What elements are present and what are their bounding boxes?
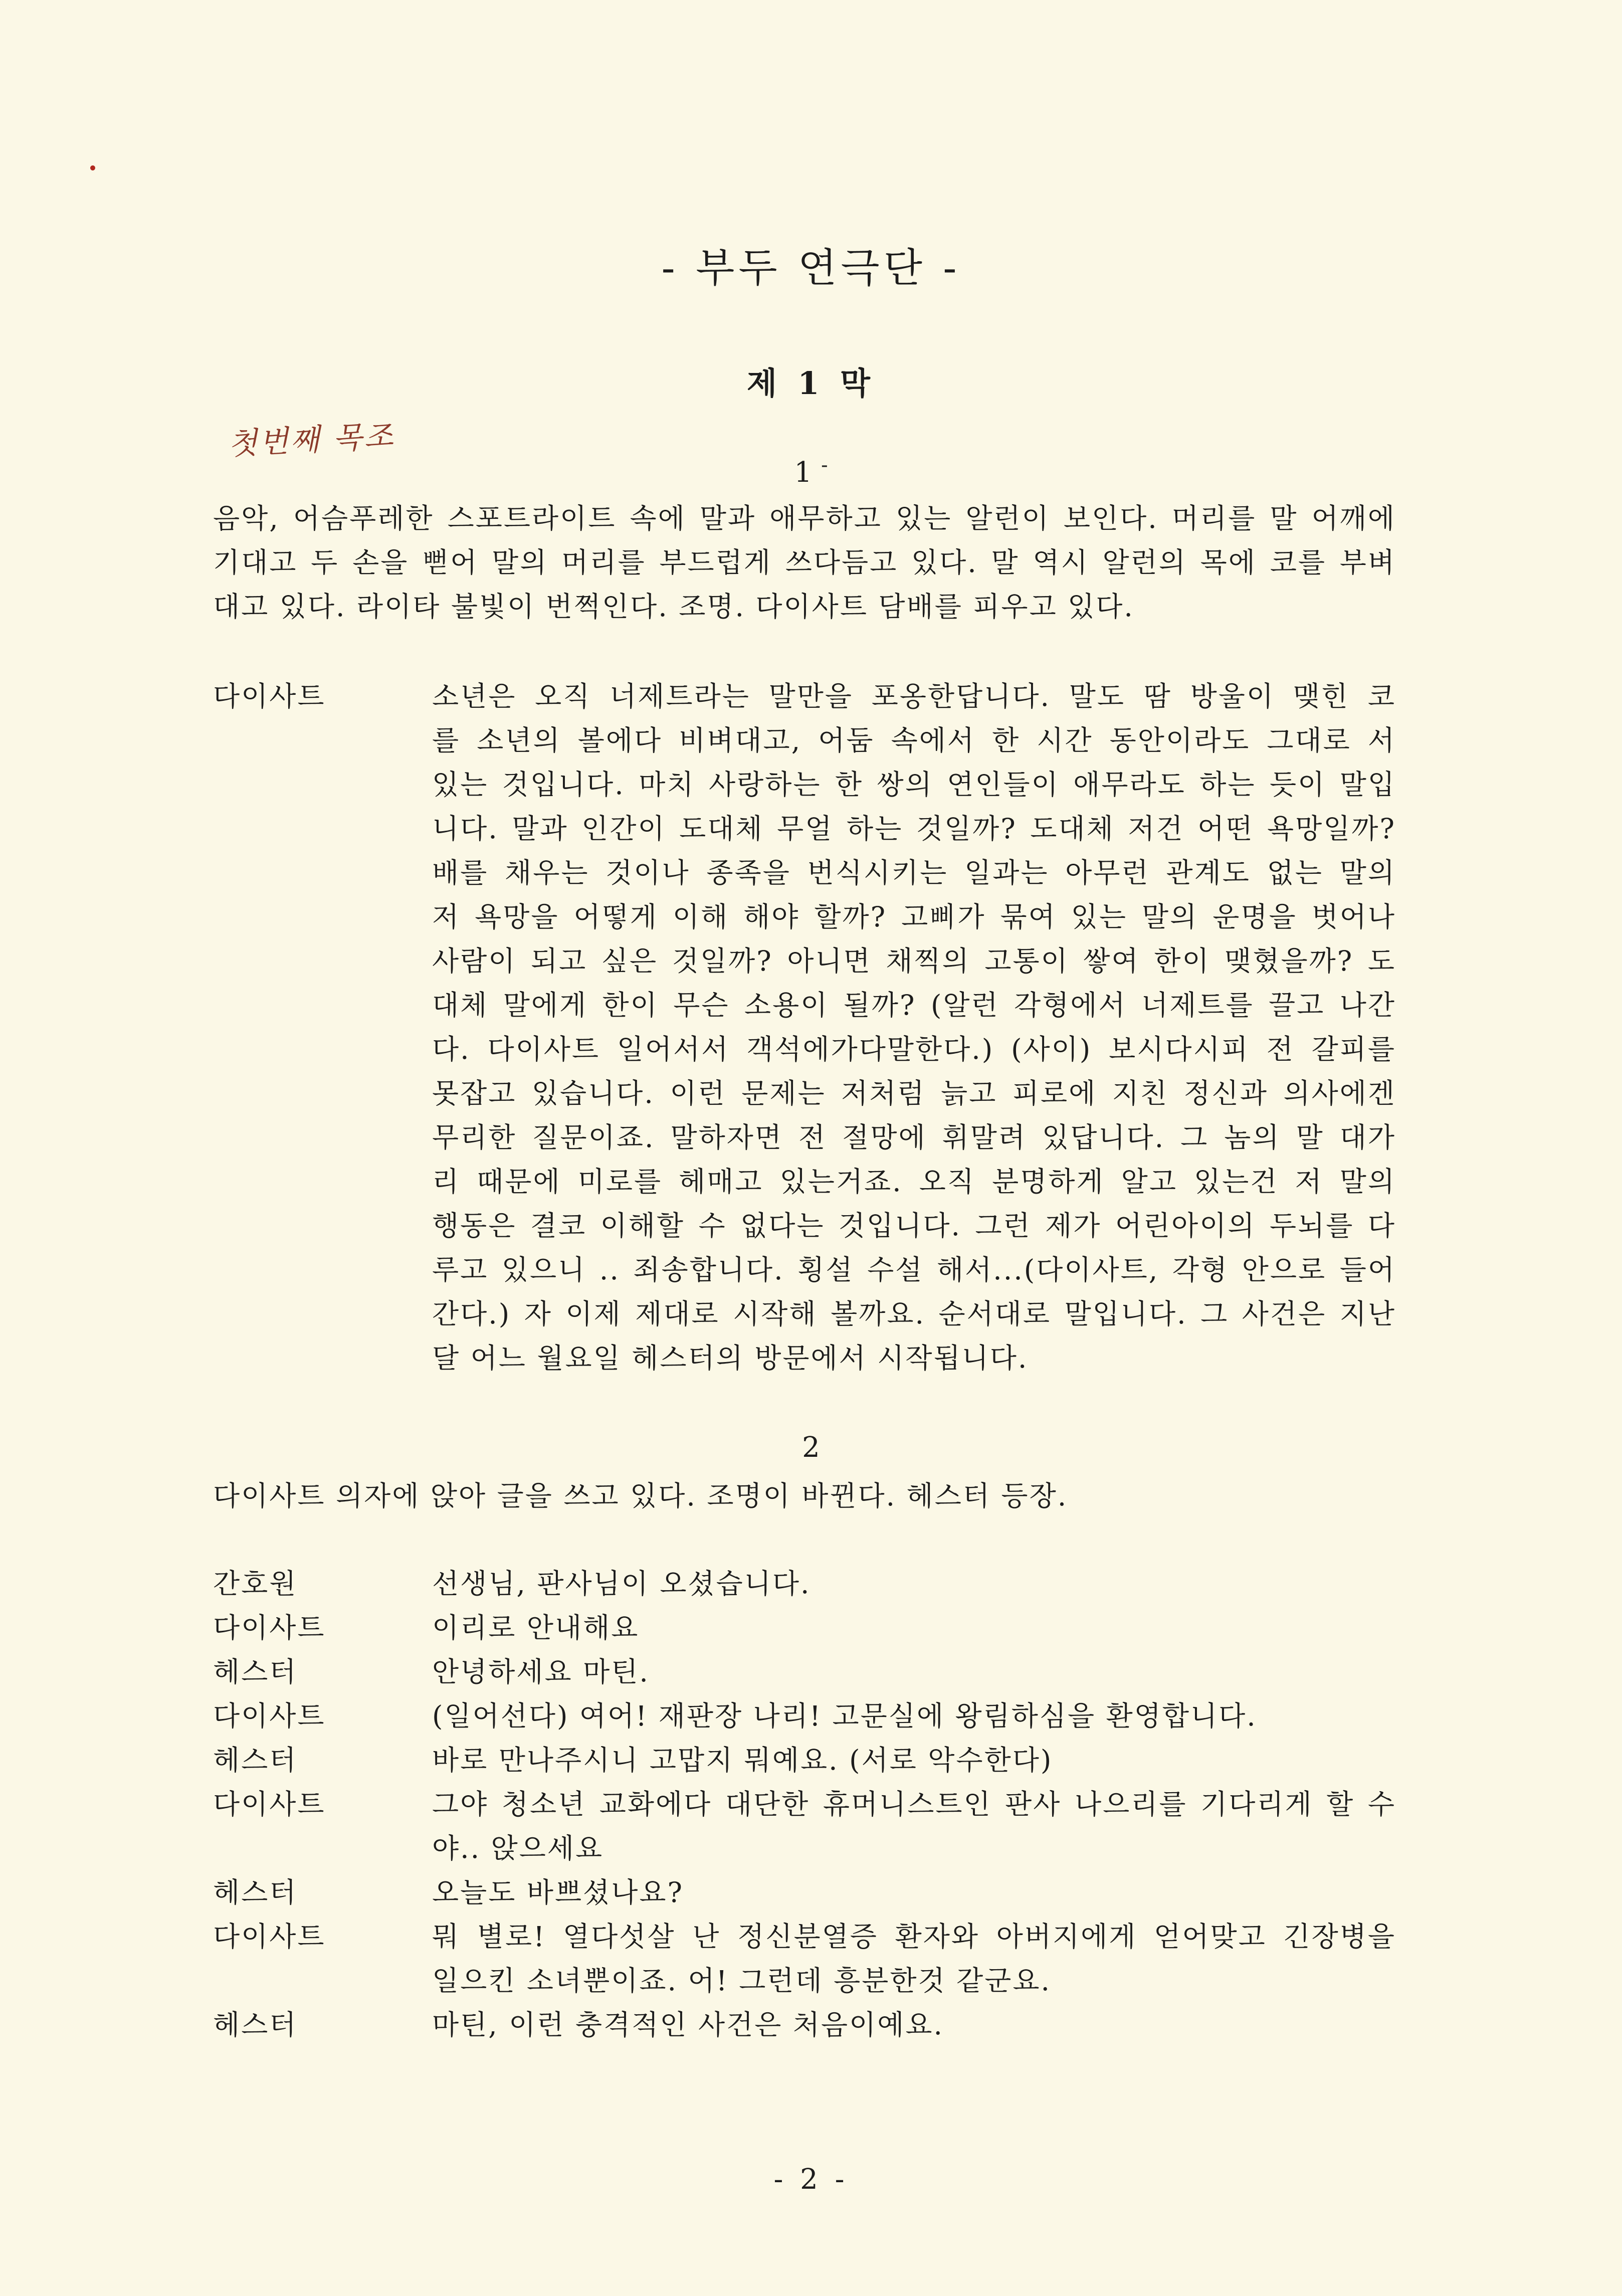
speech-line: 간다.) 자 이제 제대로 시작해 볼까요. 순서대로 말입니다. 그 사건은 지난 xyxy=(432,1298,1396,1330)
speaker-label: 헤스터 xyxy=(213,1876,298,1908)
speaker-label: 헤스터 xyxy=(213,2009,298,2041)
scene-1-number: 1 - xyxy=(794,454,828,489)
speech-line: 리 때문에 미로를 헤매고 있는거죠. 오직 분명하게 알고 있는건 저 말의 xyxy=(432,1166,1396,1198)
speaker-label: 헤스터 xyxy=(213,1744,298,1776)
speech-line: 소년은 오직 너제트라는 말만을 포옹한답니다. 말도 땀 방울이 맺힌 코 xyxy=(432,680,1396,712)
dialogue-block xyxy=(432,1782,1396,1870)
dialogue-line: 선생님, 판사님이 오셨습니다. xyxy=(432,1568,811,1600)
speech-line: 다. 다이사트 일어서서 객석에가다말한다.) (사이) 보시다시피 전 갈피를 xyxy=(432,1033,1396,1065)
dialogue-block xyxy=(432,1915,1396,2003)
speaker-label: 다이사트 xyxy=(213,1700,326,1732)
speech-line: 있는 것입니다. 마치 사랑하는 한 쌍의 연인들이 애무라도 하는 듯이 말입 xyxy=(432,769,1396,801)
speaker-label: 다이사트 xyxy=(213,1788,326,1820)
dialogue-line: 마틴, 이런 충격적인 사건은 처음이예요. xyxy=(432,2009,944,2041)
dialogue-line: 안녕하세요 마틴. xyxy=(432,1656,650,1688)
speech-line: 행동은 결코 이해할 수 없다는 것입니다. 그런 제가 어린아이의 두뇌를 다 xyxy=(432,1210,1396,1242)
scene-1-stage-direction xyxy=(213,496,1396,629)
speech-line: 를 소년의 볼에다 비벼대고, 어둠 속에서 한 시간 동안이라도 그대로 서 xyxy=(432,724,1396,756)
scene-2-number: 2 xyxy=(802,1431,820,1464)
speaker-label: 헤스터 xyxy=(213,1656,298,1688)
stray-ink-mark xyxy=(89,164,96,171)
stage-direction-line: 대고 있다. 라이타 불빛이 번쩍인다. 조명. 다이사트 담배를 피우고 있다. xyxy=(213,591,1134,623)
speech-line: 배를 채우는 것이나 종족을 번식시키는 일과는 아무런 관계도 없는 말의 xyxy=(432,857,1396,889)
play-title: - 부두 연극단 - xyxy=(661,245,961,291)
speech-line: 니다. 말과 인간이 도대체 무얼 하는 것일까? 도대체 저건 어떤 욕망일까? xyxy=(432,813,1396,845)
dialogue-line: 오늘도 바쁘셨나요? xyxy=(432,1876,684,1908)
speaker-label: 다이사트 xyxy=(213,1612,326,1644)
dialogue-line: 이리로 안내해요 xyxy=(432,1612,640,1644)
dialogue-line: 뭐 별로! 열다섯살 난 정신분열증 환자와 아버지에게 얻어맞고 긴장병을 xyxy=(432,1921,1396,1953)
dialogue-line: 일으킨 소녀뿐이죠. 어! 그런데 흥분한것 같군요. xyxy=(432,1965,1051,1997)
speech-line: 저 욕망을 어떻게 이해 해야 할까? 고삐가 묶여 있는 말의 운명을 벗어나 xyxy=(432,901,1396,933)
dialogue-line: 야.. 앉으세요 xyxy=(432,1832,604,1864)
dialogue-line: 그야 청소년 교화에다 대단한 휴머니스트인 판사 나으리를 기다리게 할 수 xyxy=(432,1788,1396,1820)
handwritten-note: 첫번째 목조 xyxy=(227,418,396,462)
dialogue-line: 바로 만나주시니 고맙지 뭐예요. (서로 악수한다) xyxy=(432,1744,1053,1776)
speech-line: 대체 말에게 한이 무슨 소용이 될까? (알런 각형에서 너제트를 끌고 나간 xyxy=(432,989,1396,1021)
speech-line: 못잡고 있습니다. 이런 문제는 저처럼 늙고 피로에 지친 정신과 의사에겐 xyxy=(432,1077,1396,1109)
speech-line: 달 어느 월요일 헤스터의 방문에서 시작됩니다. xyxy=(432,1342,1029,1374)
scene-2-stage-direction: 다이사트 의자에 앉아 글을 쓰고 있다. 조명이 바뀐다. 헤스터 등장. xyxy=(213,1480,1068,1512)
speaker-label: 간호원 xyxy=(213,1568,298,1600)
speech-line: 루고 있으니 .. 죄송합니다. 횡설 수설 해서...(다이사트, 각형 안으로 들어 xyxy=(432,1254,1396,1286)
stage-direction-line: 기대고 두 손을 뻗어 말의 머리를 부드럽게 쓰다듬고 있다. 말 역시 알런의 목에 코를 부벼 xyxy=(213,546,1396,579)
speaker-label: 다이사트 xyxy=(213,1921,326,1953)
act-heading: 제 1 막 xyxy=(746,365,876,402)
speech-line: 무리한 질문이죠. 말하자면 전 절망에 휘말려 있답니다. 그 놈의 말 대가 xyxy=(432,1121,1396,1154)
page-number: - 2 - xyxy=(773,2163,849,2196)
speaker-label: 다이사트 xyxy=(213,680,326,712)
speech-line: 사람이 되고 싶은 것일까? 아니면 채찍의 고통이 쌓여 한이 맺혔을까? 도 xyxy=(432,945,1396,977)
scene-1-speech xyxy=(432,674,1396,1380)
dialogue-line: (일어선다) 여어! 재판장 나리! 고문실에 왕림하심을 환영합니다. xyxy=(432,1700,1257,1732)
stage-direction-line: 음악, 어슴푸레한 스포트라이트 속에 말과 애무하고 있는 알런이 보인다. 머리를 말 어깨에 xyxy=(213,502,1396,534)
